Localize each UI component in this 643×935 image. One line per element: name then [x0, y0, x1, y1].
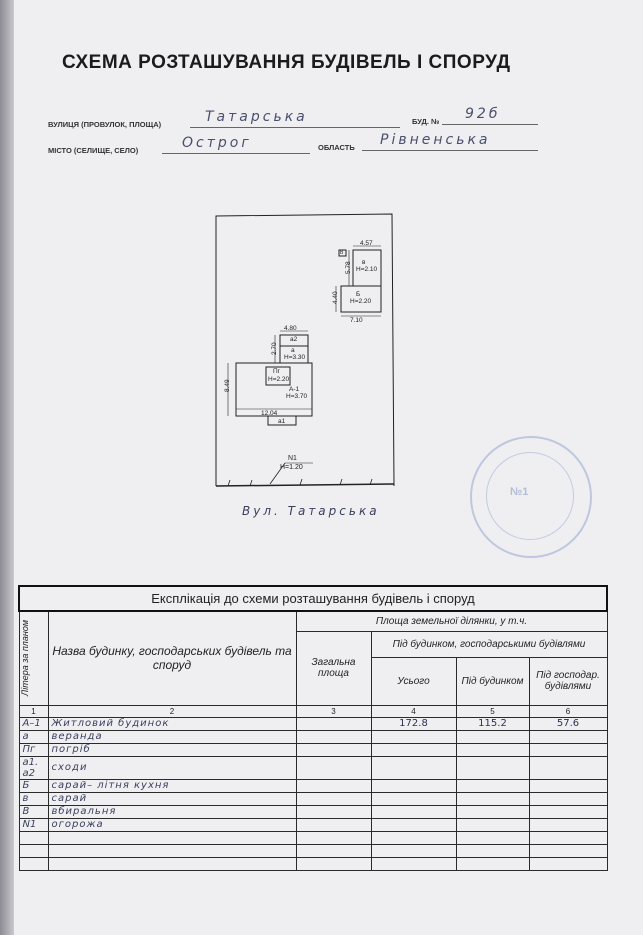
row-house — [456, 857, 529, 870]
row-house — [456, 730, 529, 743]
row-outbuildings — [529, 857, 607, 870]
toilet-label: В — [340, 250, 344, 256]
row-house — [456, 743, 529, 756]
row-all — [371, 844, 456, 857]
row-house — [456, 779, 529, 792]
stairs-a2-label: а2 — [290, 336, 298, 343]
row-name — [48, 857, 296, 870]
row-all — [371, 831, 456, 844]
document-title: СХЕМА РОЗТАШУВАННЯ БУДІВЕЛЬ І СПОРУД — [62, 52, 511, 73]
row-name: вбиральня — [48, 805, 296, 818]
veranda-label: а — [291, 347, 295, 354]
row-code: в — [19, 792, 48, 805]
row-name: Житловий будинок — [48, 717, 296, 730]
col-number: 1 — [19, 705, 48, 717]
fence-label: N1 — [288, 455, 297, 462]
cellar-height: H=2.20 — [268, 376, 290, 383]
region-label: ОБЛАСТЬ — [318, 143, 355, 152]
col-number: 5 — [456, 705, 529, 717]
row-name — [48, 831, 296, 844]
cellar-label: Пг — [273, 368, 281, 375]
house-value: 92б — [465, 106, 501, 122]
main-width-dim: 12.04 — [261, 410, 278, 417]
name-header: Назва будинку, господарських будівель та споруд — [48, 611, 296, 705]
row-house: 115.2 — [456, 717, 529, 730]
street-value: Татарська — [205, 109, 308, 125]
row-house — [456, 792, 529, 805]
shed-b-width-dim: 7.10 — [350, 317, 363, 324]
row-code: а — [19, 730, 48, 743]
row-total — [296, 792, 371, 805]
table-row — [19, 717, 607, 730]
fence-height: H=1.20 — [280, 464, 303, 471]
row-outbuildings — [529, 831, 607, 844]
outbuildings-header: Під господар. будівлями — [529, 657, 607, 705]
row-name: сходи — [48, 756, 296, 779]
row-total — [296, 756, 371, 779]
stamp-number: №1 — [510, 486, 529, 498]
row-code: Б — [19, 779, 48, 792]
all-header: Усього — [371, 657, 456, 705]
row-code — [19, 857, 48, 870]
row-total — [296, 743, 371, 756]
row-outbuildings — [529, 756, 607, 779]
row-total — [296, 779, 371, 792]
row-code: А–1 — [19, 717, 48, 730]
shed-v-label: в — [362, 259, 366, 266]
main-height-dim: 8.49 — [224, 379, 231, 392]
col-number: 6 — [529, 705, 607, 717]
city-value: Острог — [182, 135, 252, 151]
row-code: Пг — [19, 743, 48, 756]
official-stamp — [470, 436, 592, 558]
row-total — [296, 857, 371, 870]
row-house — [456, 756, 529, 779]
row-outbuildings — [529, 779, 607, 792]
stamp-inner-ring — [486, 452, 574, 540]
table-body — [19, 717, 607, 870]
plot-boundary — [216, 214, 394, 486]
table-row — [19, 857, 607, 870]
row-outbuildings — [529, 743, 607, 756]
row-all — [371, 792, 456, 805]
row-house — [456, 805, 529, 818]
row-all — [371, 743, 456, 756]
shed-v-height-dim: 5.78 — [345, 261, 352, 274]
table-row — [19, 831, 607, 844]
row-outbuildings — [529, 805, 607, 818]
row-name: сарай– літня кухня — [48, 779, 296, 792]
row-all — [371, 805, 456, 818]
row-all — [371, 730, 456, 743]
top-height-dim: 2.70 — [271, 342, 278, 355]
col-number: 2 — [48, 705, 296, 717]
porch-label: а1 — [278, 418, 286, 425]
table-title: Експлікація до схеми розташування будівель і споруд — [19, 586, 607, 611]
table-row — [19, 792, 607, 805]
house-height: H=3.70 — [286, 393, 308, 400]
row-total — [296, 831, 371, 844]
explication-table — [18, 585, 608, 871]
veranda-height: H=3.30 — [284, 354, 306, 361]
table-row — [19, 743, 607, 756]
row-all — [371, 857, 456, 870]
row-all — [371, 779, 456, 792]
row-total — [296, 818, 371, 831]
shed-b-height: H=2.20 — [350, 298, 372, 305]
street-label: ВУЛИЦЯ (ПРОВУЛОК, ПЛОЩА) — [48, 120, 162, 129]
table-row — [19, 805, 607, 818]
row-all — [371, 818, 456, 831]
row-outbuildings — [529, 730, 607, 743]
row-code: N1 — [19, 818, 48, 831]
row-house — [456, 844, 529, 857]
col-number: 3 — [296, 705, 371, 717]
table-row — [19, 730, 607, 743]
house-label: А-1 — [289, 386, 300, 393]
street-caption: Вул. Татарська — [242, 504, 380, 518]
row-name: погріб — [48, 743, 296, 756]
row-house — [456, 818, 529, 831]
letter-header: Літера за планом — [19, 620, 30, 697]
city-label: МІСТО (СЕЛИЩЕ, СЕЛО) — [48, 146, 139, 155]
fence-line — [216, 484, 394, 486]
row-all: 172.8 — [371, 717, 456, 730]
row-all — [371, 756, 456, 779]
row-code — [19, 831, 48, 844]
under-group-header: Під будинком, господарськими будівлями — [371, 631, 607, 657]
row-total — [296, 805, 371, 818]
row-house — [456, 831, 529, 844]
table-row — [19, 756, 607, 779]
total-header: Загальна площа — [296, 631, 371, 705]
row-code — [19, 844, 48, 857]
house-label: БУД. № — [412, 117, 440, 126]
shed-v-width-dim: 4.57 — [360, 240, 373, 247]
top-width-dim: 4.80 — [284, 325, 297, 332]
row-code: а1. а2 — [19, 756, 48, 779]
house-header: Під будинком — [456, 657, 529, 705]
row-outbuildings — [529, 792, 607, 805]
shed-b-height-dim: 4.40 — [332, 291, 339, 304]
row-name: сарай — [48, 792, 296, 805]
row-total — [296, 717, 371, 730]
table-row — [19, 844, 607, 857]
region-value: Рівненська — [380, 132, 491, 148]
col-number: 4 — [371, 705, 456, 717]
row-total — [296, 844, 371, 857]
row-name: огорожа — [48, 818, 296, 831]
shed-v-height: H=2.10 — [356, 266, 378, 273]
shed-b-label: Б — [356, 291, 361, 298]
row-total — [296, 730, 371, 743]
row-outbuildings — [529, 844, 607, 857]
letter-header-cell — [19, 611, 48, 705]
row-name — [48, 844, 296, 857]
table-row — [19, 818, 607, 831]
area-group-header: Площа земельної ділянки, у т.ч. — [296, 611, 607, 631]
table-row — [19, 779, 607, 792]
row-name: веранда — [48, 730, 296, 743]
row-outbuildings: 57.6 — [529, 717, 607, 730]
row-code: В — [19, 805, 48, 818]
row-outbuildings — [529, 818, 607, 831]
